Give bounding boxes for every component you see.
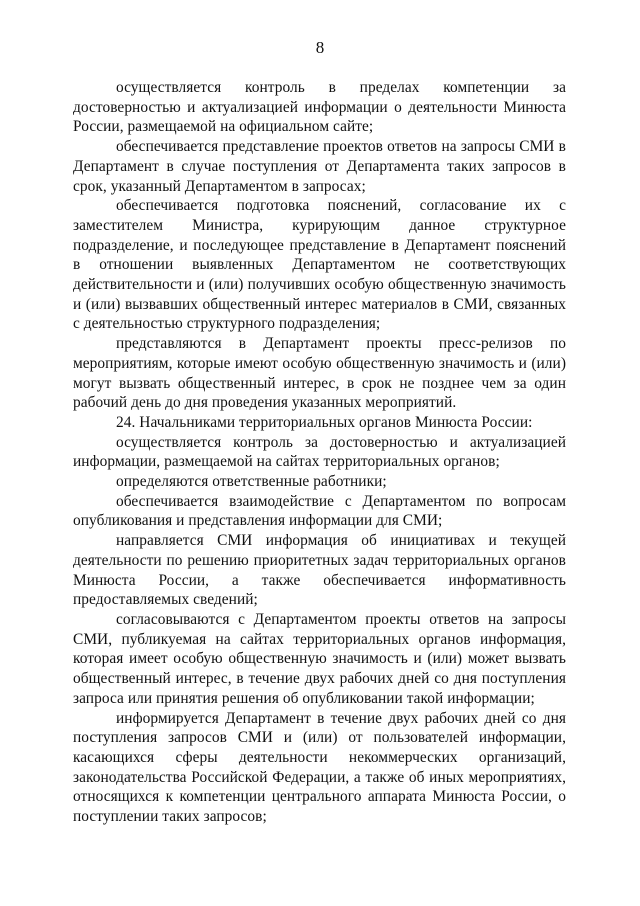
paragraph: осуществляется контроль за достоверностью и актуализацией информации, размещаемой на сайтах территориальных органов; [73, 433, 566, 471]
paragraph: обеспечивается подготовка пояснений, согласование их с заместителем Министра, курирующим данное структурное подразделение, и последующее представление в Департамент пояснений в отношении выявленных Департаментом не соответствующих действительности и (или) получивших особую общественную значимость и (или) вызвавших общественный интерес материалов в СМИ, связанных с деятельностью структурного подразделения; [73, 197, 566, 333]
paragraph: представляются в Департамент проекты пресс-релизов по мероприятиям, которые имеют особую общественную значимость и (или) могут вызвать общественный интерес, в срок не позднее чем за один рабочий день до дня проведения указанных мероприятий. [73, 335, 566, 412]
paragraph: направляется СМИ информация об инициативах и текущей деятельности по решению приоритетных задач территориальных органов Минюста России, а также обеспечивается информативность предоставляемых сведений; [73, 532, 566, 609]
paragraph: определяются ответственные работники; [116, 473, 387, 491]
paragraph: информируется Департамент в течение двух рабочих дней со дня поступления запросов СМИ и (или) от пользователей информации, касающихся сферы деятельности некоммерческих организаций, законодательства Российской Федерации, а также об иных мероприятиях, относящихся к компетенции центрального аппарата Минюста России, о поступлении таких запросов; [73, 709, 566, 826]
section-heading-paragraph: 24. Начальниками территориальных органов Минюста России: [116, 413, 533, 431]
paragraph: осуществляется контроль в пределах компетенции за достоверностью и актуализацией информации о деятельности Минюста России, размещаемой на официальном сайте; [73, 79, 566, 136]
paragraph: обеспечивается взаимодействие с Департаментом по вопросам опубликования и представления информации для СМИ; [73, 492, 566, 530]
paragraph: согласовываются с Департаментом проекты ответов на запросы СМИ, публикуемая на сайтах территориальных органов информация, которая имеет особую общественную значимость и (или) может вызвать общественный интерес, в течение двух рабочих дней со дня поступления запроса или принятия решения об опубликовании такой информации; [73, 610, 566, 707]
document-body [73, 78, 566, 827]
page-number: 8 [315, 38, 325, 57]
paragraph: обеспечивается представление проектов ответов на запросы СМИ в Департамент в случае поступления от Департамента таких запросов в срок, указанный Департаментом в запросах; [73, 138, 566, 195]
